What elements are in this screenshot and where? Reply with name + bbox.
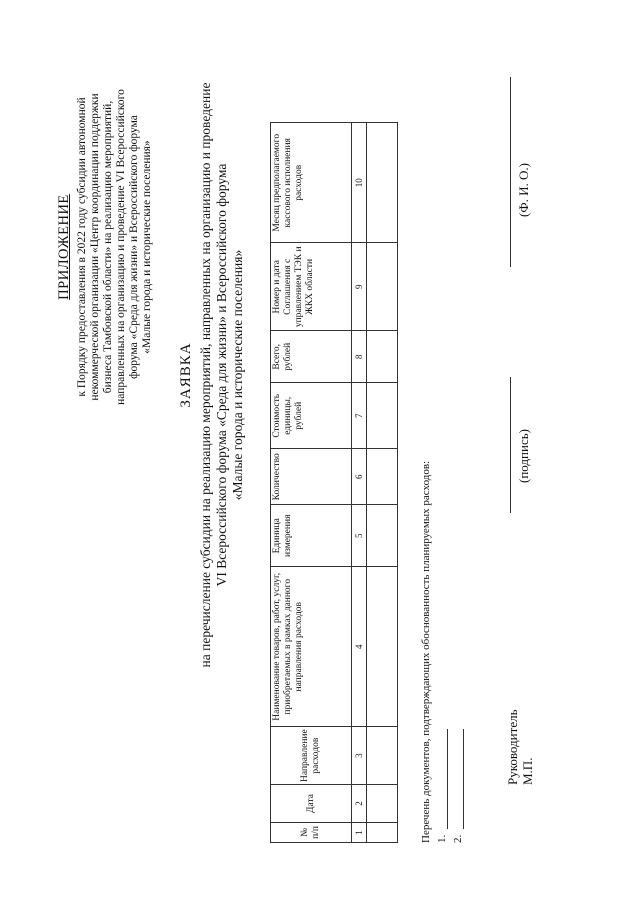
document-item-2: 2. — [452, 834, 464, 843]
column-number-5: 5 — [352, 505, 367, 567]
request-line-1: на перечисление субсидии на реализацию мероприятий, направленных на организацию и проведение — [198, 82, 213, 668]
header-direction: Направление расходов — [271, 727, 352, 785]
name-caption: (Ф. И. О.) — [516, 163, 531, 217]
column-number-8: 8 — [352, 331, 367, 383]
column-number-6: 6 — [352, 449, 367, 505]
table-cell — [367, 727, 398, 785]
column-number-3: 3 — [352, 727, 367, 785]
appendix-title: ПРИЛОЖЕНИЕ — [56, 194, 72, 300]
expense-table — [270, 122, 398, 843]
header-agreement: Номер и дата Соглашения с управлением ТЭК и ЖКХ области — [271, 243, 352, 331]
appendix-line-1: к Порядку предоставления в 2022 году субсидии автономной — [76, 97, 88, 397]
name-line — [510, 77, 511, 267]
table-cell — [367, 243, 398, 331]
header-unit-cost: Стоимость единицы, рублей — [271, 383, 352, 449]
table-cell — [367, 567, 398, 727]
header-date: Дата — [271, 785, 352, 823]
appendix-line-4: направленных на организацию и проведение VI Всероссийского — [115, 89, 127, 405]
document-item-1: 1. — [436, 834, 448, 843]
appendix-line-6: «Малые города и исторические поселения» — [141, 140, 153, 354]
appendix-line-2: некоммерческой организации «Центр координации поддержки — [89, 93, 101, 401]
document-line-1 — [447, 729, 448, 829]
header-goods-name: Наименование товаров, работ, услуг, приобретаемых в рамках данного направления расходов — [271, 567, 352, 727]
signature-line — [510, 377, 511, 513]
table-number-row — [352, 123, 367, 843]
table-cell — [367, 505, 398, 567]
table-cell — [367, 785, 398, 823]
request-line-2: VI Всероссийского форума «Среда для жизни» и Всероссийского форума — [214, 163, 229, 587]
column-number-10: 10 — [352, 123, 367, 243]
column-number-4: 4 — [352, 567, 367, 727]
appendix-line-5: форума «Среда для жизни» и Всероссийского форума — [128, 115, 140, 379]
table-cell — [367, 331, 398, 383]
head-label: Руководитель — [505, 709, 520, 785]
seal-label: М.П. — [520, 757, 535, 785]
column-number-9: 9 — [352, 243, 367, 331]
signature-caption: (подпись) — [516, 429, 531, 483]
table-cell — [367, 123, 398, 243]
request-title: ЗАЯВКА — [178, 342, 194, 408]
request-line-3: «Малые города и исторические поселения» — [230, 249, 245, 501]
documents-heading: Перечень документов, подтверждающих обоснованность планируемых расходов: — [420, 460, 432, 843]
table-header-row — [271, 123, 352, 843]
column-number-7: 7 — [352, 383, 367, 449]
header-unit: Единица измерения — [271, 505, 352, 567]
table-cell — [367, 823, 398, 843]
header-total: Всего, рублей — [271, 331, 352, 383]
header-month: Месяц предполагаемого кассового исполнения расходов — [271, 123, 352, 243]
header-number: № п/п — [271, 823, 352, 843]
column-number-1: 1 — [352, 823, 367, 843]
header-quantity: Количество — [271, 449, 352, 505]
column-number-2: 2 — [352, 785, 367, 823]
table-row — [367, 123, 398, 843]
appendix-line-3: бизнеса Тамбовской области» на реализацию мероприятий, — [102, 100, 114, 394]
table-cell — [367, 449, 398, 505]
document-line-2 — [463, 729, 464, 829]
table-cell — [367, 383, 398, 449]
